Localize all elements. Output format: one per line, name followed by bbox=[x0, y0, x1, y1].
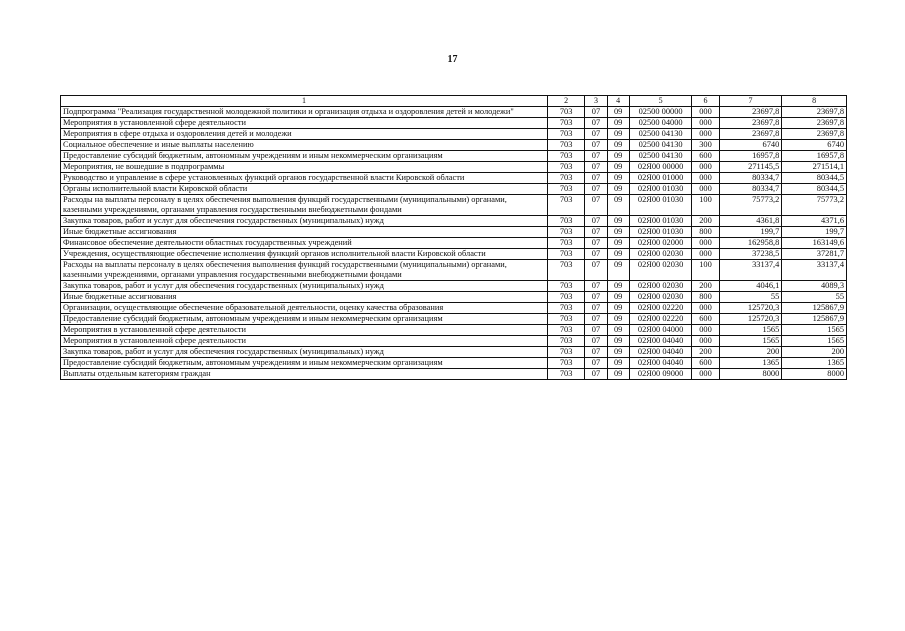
table-row bbox=[61, 336, 847, 347]
row-name: Подпрограмма "Реализация государственной молодежной политики и организация отдыха и оздоровления детей и молодежи" bbox=[61, 107, 548, 118]
row-code-5: 02Я00 04040 bbox=[629, 347, 692, 358]
row-code-6: 200 bbox=[692, 216, 719, 227]
row-code-4: 09 bbox=[607, 129, 629, 140]
table-row bbox=[61, 227, 847, 238]
row-code-3: 07 bbox=[585, 314, 607, 325]
row-code-2: 703 bbox=[547, 107, 584, 118]
row-code-2: 703 bbox=[547, 173, 584, 184]
row-value-8: 1565 bbox=[782, 336, 847, 347]
row-value-7: 1365 bbox=[719, 358, 782, 369]
row-value-8: 23697,8 bbox=[782, 118, 847, 129]
row-code-2: 703 bbox=[547, 358, 584, 369]
row-code-5: 02500 04130 bbox=[629, 151, 692, 162]
row-code-4: 09 bbox=[607, 151, 629, 162]
row-name: Расходы на выплаты персоналу в целях обеспечения выполнения функций государственными (муниципальными) органами, казенными учреждениями, органами управления государственными внебюджетными фондами bbox=[61, 195, 548, 216]
row-value-8: 163149,6 bbox=[782, 238, 847, 249]
row-value-7: 33137,4 bbox=[719, 260, 782, 281]
column-header: 2 bbox=[547, 96, 584, 107]
row-value-7: 6740 bbox=[719, 140, 782, 151]
row-name: Финансовое обеспечение деятельности областных государственных учреждений bbox=[61, 238, 548, 249]
row-code-5: 02Я00 01030 bbox=[629, 195, 692, 216]
row-value-7: 4361,8 bbox=[719, 216, 782, 227]
row-name: Выплаты отдельным категориям граждан bbox=[61, 369, 548, 380]
row-code-4: 09 bbox=[607, 227, 629, 238]
row-value-8: 33137,4 bbox=[782, 260, 847, 281]
row-value-8: 16957,8 bbox=[782, 151, 847, 162]
row-value-7: 1565 bbox=[719, 325, 782, 336]
row-code-5: 02500 04000 bbox=[629, 118, 692, 129]
table-row bbox=[61, 314, 847, 325]
row-code-2: 703 bbox=[547, 184, 584, 195]
row-code-6: 600 bbox=[692, 151, 719, 162]
row-name: Мероприятия в сфере отдыха и оздоровления детей и молодежи bbox=[61, 129, 548, 140]
row-code-3: 07 bbox=[585, 260, 607, 281]
row-code-6: 000 bbox=[692, 118, 719, 129]
table-row bbox=[61, 195, 847, 216]
row-code-2: 703 bbox=[547, 195, 584, 216]
row-code-6: 000 bbox=[692, 249, 719, 260]
row-code-3: 07 bbox=[585, 336, 607, 347]
row-code-5: 02Я00 04040 bbox=[629, 336, 692, 347]
row-code-2: 703 bbox=[547, 238, 584, 249]
row-code-3: 07 bbox=[585, 358, 607, 369]
row-code-4: 09 bbox=[607, 107, 629, 118]
row-code-4: 09 bbox=[607, 195, 629, 216]
row-code-5: 02Я00 01030 bbox=[629, 227, 692, 238]
row-code-2: 703 bbox=[547, 347, 584, 358]
row-name: Иные бюджетные ассигнования bbox=[61, 292, 548, 303]
row-value-7: 125720,3 bbox=[719, 303, 782, 314]
table-row bbox=[61, 151, 847, 162]
table-row bbox=[61, 347, 847, 358]
row-code-6: 000 bbox=[692, 173, 719, 184]
column-header: 3 bbox=[585, 96, 607, 107]
row-code-4: 09 bbox=[607, 184, 629, 195]
row-code-3: 07 bbox=[585, 173, 607, 184]
row-value-8: 80344,5 bbox=[782, 184, 847, 195]
row-value-7: 199,7 bbox=[719, 227, 782, 238]
row-code-2: 703 bbox=[547, 314, 584, 325]
row-value-7: 4046,1 bbox=[719, 281, 782, 292]
row-code-4: 09 bbox=[607, 325, 629, 336]
table-row bbox=[61, 173, 847, 184]
row-code-6: 600 bbox=[692, 358, 719, 369]
row-name: Предоставление субсидий бюджетным, автономным учреждениям и иным некоммерческим организациям bbox=[61, 151, 548, 162]
row-code-4: 09 bbox=[607, 303, 629, 314]
row-code-6: 000 bbox=[692, 369, 719, 380]
table-row bbox=[61, 249, 847, 260]
row-code-3: 07 bbox=[585, 227, 607, 238]
row-value-8: 125867,9 bbox=[782, 314, 847, 325]
row-name: Предоставление субсидий бюджетным, автономным учреждениям и иным некоммерческим организациям bbox=[61, 358, 548, 369]
column-header: 1 bbox=[61, 96, 548, 107]
row-name: Органы исполнительной власти Кировской области bbox=[61, 184, 548, 195]
column-header: 7 bbox=[719, 96, 782, 107]
row-code-5: 02Я00 00000 bbox=[629, 162, 692, 173]
row-code-3: 07 bbox=[585, 347, 607, 358]
row-code-6: 000 bbox=[692, 303, 719, 314]
row-value-7: 23697,8 bbox=[719, 129, 782, 140]
row-code-3: 07 bbox=[585, 216, 607, 227]
table-row bbox=[61, 325, 847, 336]
row-value-7: 55 bbox=[719, 292, 782, 303]
budget-table bbox=[60, 95, 847, 380]
row-code-5: 02Я00 02000 bbox=[629, 238, 692, 249]
column-header: 6 bbox=[692, 96, 719, 107]
row-code-5: 02Я00 02030 bbox=[629, 249, 692, 260]
row-value-8: 80344,5 bbox=[782, 173, 847, 184]
row-code-5: 02Я00 02030 bbox=[629, 281, 692, 292]
row-code-5: 02Я00 02220 bbox=[629, 314, 692, 325]
row-code-5: 02Я00 02030 bbox=[629, 260, 692, 281]
row-value-7: 16957,8 bbox=[719, 151, 782, 162]
table-row bbox=[61, 292, 847, 303]
column-header: 8 bbox=[782, 96, 847, 107]
row-code-6: 200 bbox=[692, 347, 719, 358]
table-row bbox=[61, 358, 847, 369]
row-name: Руководство и управление в сфере установленных функций органов государственной власти Кировской области bbox=[61, 173, 548, 184]
row-code-5: 02500 00000 bbox=[629, 107, 692, 118]
column-header: 5 bbox=[629, 96, 692, 107]
row-code-4: 09 bbox=[607, 358, 629, 369]
row-name: Закупка товаров, работ и услуг для обеспечения государственных (муниципальных) нужд bbox=[61, 347, 548, 358]
row-name: Организации, осуществляющие обеспечение образовательной деятельности, оценку качества образования bbox=[61, 303, 548, 314]
row-value-8: 37281,7 bbox=[782, 249, 847, 260]
row-value-7: 1565 bbox=[719, 336, 782, 347]
row-code-3: 07 bbox=[585, 162, 607, 173]
row-code-3: 07 bbox=[585, 184, 607, 195]
row-code-5: 02Я00 04040 bbox=[629, 358, 692, 369]
row-code-2: 703 bbox=[547, 325, 584, 336]
row-code-3: 07 bbox=[585, 325, 607, 336]
table-row bbox=[61, 140, 847, 151]
table-row bbox=[61, 216, 847, 227]
row-value-8: 271514,1 bbox=[782, 162, 847, 173]
row-code-2: 703 bbox=[547, 162, 584, 173]
row-code-6: 800 bbox=[692, 292, 719, 303]
row-name: Социальное обеспечение и иные выплаты населению bbox=[61, 140, 548, 151]
row-code-6: 000 bbox=[692, 107, 719, 118]
row-code-6: 000 bbox=[692, 129, 719, 140]
row-name: Мероприятия в установленной сфере деятельности bbox=[61, 118, 548, 129]
table-row bbox=[61, 369, 847, 380]
row-value-8: 23697,8 bbox=[782, 107, 847, 118]
row-code-3: 07 bbox=[585, 195, 607, 216]
row-code-6: 000 bbox=[692, 325, 719, 336]
row-code-6: 100 bbox=[692, 195, 719, 216]
row-code-3: 07 bbox=[585, 369, 607, 380]
column-header: 4 bbox=[607, 96, 629, 107]
row-code-2: 703 bbox=[547, 140, 584, 151]
row-value-7: 75773,2 bbox=[719, 195, 782, 216]
row-code-3: 07 bbox=[585, 107, 607, 118]
row-value-7: 8000 bbox=[719, 369, 782, 380]
row-code-3: 07 bbox=[585, 292, 607, 303]
row-code-4: 09 bbox=[607, 336, 629, 347]
row-value-8: 4371,6 bbox=[782, 216, 847, 227]
row-code-4: 09 bbox=[607, 118, 629, 129]
row-value-8: 4089,3 bbox=[782, 281, 847, 292]
row-code-3: 07 bbox=[585, 151, 607, 162]
table-row bbox=[61, 162, 847, 173]
row-code-5: 02Я00 02220 bbox=[629, 303, 692, 314]
row-code-4: 09 bbox=[607, 292, 629, 303]
row-code-6: 000 bbox=[692, 336, 719, 347]
row-code-4: 09 bbox=[607, 140, 629, 151]
row-code-2: 703 bbox=[547, 369, 584, 380]
row-code-5: 02500 04130 bbox=[629, 140, 692, 151]
row-name: Закупка товаров, работ и услуг для обеспечения государственных (муниципальных) нужд bbox=[61, 281, 548, 292]
row-value-8: 200 bbox=[782, 347, 847, 358]
table-row bbox=[61, 238, 847, 249]
row-name: Учреждения, осуществляющие обеспечение исполнения функций органов исполнительной власти Кировской области bbox=[61, 249, 548, 260]
row-code-6: 200 bbox=[692, 281, 719, 292]
row-name: Закупка товаров, работ и услуг для обеспечения государственных (муниципальных) нужд bbox=[61, 216, 548, 227]
row-code-5: 02Я00 01030 bbox=[629, 216, 692, 227]
row-code-2: 703 bbox=[547, 336, 584, 347]
row-code-4: 09 bbox=[607, 369, 629, 380]
table-row bbox=[61, 118, 847, 129]
row-value-8: 23697,8 bbox=[782, 129, 847, 140]
row-name: Мероприятия, не вошедшие в подпрограммы bbox=[61, 162, 548, 173]
row-code-4: 09 bbox=[607, 260, 629, 281]
row-code-2: 703 bbox=[547, 249, 584, 260]
row-value-8: 6740 bbox=[782, 140, 847, 151]
row-code-3: 07 bbox=[585, 249, 607, 260]
row-code-3: 07 bbox=[585, 281, 607, 292]
header-row bbox=[61, 96, 847, 107]
table-row bbox=[61, 303, 847, 314]
table-row bbox=[61, 281, 847, 292]
row-code-2: 703 bbox=[547, 129, 584, 140]
row-value-8: 55 bbox=[782, 292, 847, 303]
row-code-6: 600 bbox=[692, 314, 719, 325]
row-code-3: 07 bbox=[585, 129, 607, 140]
row-code-5: 02Я00 02030 bbox=[629, 292, 692, 303]
table-body bbox=[61, 107, 847, 380]
row-name: Мероприятия в установленной сфере деятельности bbox=[61, 336, 548, 347]
row-name: Мероприятия в установленной сфере деятельности bbox=[61, 325, 548, 336]
row-code-6: 800 bbox=[692, 227, 719, 238]
row-code-4: 09 bbox=[607, 281, 629, 292]
row-code-2: 703 bbox=[547, 216, 584, 227]
row-code-4: 09 bbox=[607, 238, 629, 249]
row-code-6: 000 bbox=[692, 184, 719, 195]
row-code-6: 000 bbox=[692, 238, 719, 249]
row-value-8: 8000 bbox=[782, 369, 847, 380]
row-code-3: 07 bbox=[585, 303, 607, 314]
row-value-7: 23697,8 bbox=[719, 107, 782, 118]
row-value-7: 271145,5 bbox=[719, 162, 782, 173]
row-code-6: 300 bbox=[692, 140, 719, 151]
row-code-4: 09 bbox=[607, 173, 629, 184]
row-value-8: 1565 bbox=[782, 325, 847, 336]
row-code-5: 02Я00 09000 bbox=[629, 369, 692, 380]
row-name: Предоставление субсидий бюджетным, автономным учреждениям и иным некоммерческим организациям bbox=[61, 314, 548, 325]
row-code-2: 703 bbox=[547, 281, 584, 292]
row-code-3: 07 bbox=[585, 140, 607, 151]
row-code-2: 703 bbox=[547, 118, 584, 129]
row-code-5: 02Я00 01000 bbox=[629, 173, 692, 184]
row-code-6: 000 bbox=[692, 162, 719, 173]
row-code-2: 703 bbox=[547, 303, 584, 314]
table-row bbox=[61, 184, 847, 195]
row-value-8: 125867,9 bbox=[782, 303, 847, 314]
table-row bbox=[61, 260, 847, 281]
table-row bbox=[61, 129, 847, 140]
row-value-7: 23697,8 bbox=[719, 118, 782, 129]
row-code-5: 02500 04130 bbox=[629, 129, 692, 140]
row-code-4: 09 bbox=[607, 162, 629, 173]
row-value-7: 37238,5 bbox=[719, 249, 782, 260]
table-row bbox=[61, 107, 847, 118]
row-value-7: 125720,3 bbox=[719, 314, 782, 325]
row-code-4: 09 bbox=[607, 314, 629, 325]
row-name: Иные бюджетные ассигнования bbox=[61, 227, 548, 238]
row-code-2: 703 bbox=[547, 151, 584, 162]
row-value-8: 1365 bbox=[782, 358, 847, 369]
row-code-2: 703 bbox=[547, 227, 584, 238]
row-value-7: 200 bbox=[719, 347, 782, 358]
row-code-4: 09 bbox=[607, 249, 629, 260]
row-value-8: 75773,2 bbox=[782, 195, 847, 216]
row-value-7: 162958,8 bbox=[719, 238, 782, 249]
row-code-3: 07 bbox=[585, 238, 607, 249]
row-code-6: 100 bbox=[692, 260, 719, 281]
row-code-3: 07 bbox=[585, 118, 607, 129]
row-code-4: 09 bbox=[607, 347, 629, 358]
row-code-5: 02Я00 04000 bbox=[629, 325, 692, 336]
row-name: Расходы на выплаты персоналу в целях обеспечения выполнения функций государственными (муниципальными) органами, казенными учреждениями, органами управления государственными внебюджетными фондами bbox=[61, 260, 548, 281]
page-number: 17 bbox=[447, 54, 458, 65]
row-code-2: 703 bbox=[547, 292, 584, 303]
row-value-7: 80334,7 bbox=[719, 184, 782, 195]
row-value-7: 80334,7 bbox=[719, 173, 782, 184]
row-code-5: 02Я00 01030 bbox=[629, 184, 692, 195]
row-code-4: 09 bbox=[607, 216, 629, 227]
row-value-8: 199,7 bbox=[782, 227, 847, 238]
row-code-2: 703 bbox=[547, 260, 584, 281]
